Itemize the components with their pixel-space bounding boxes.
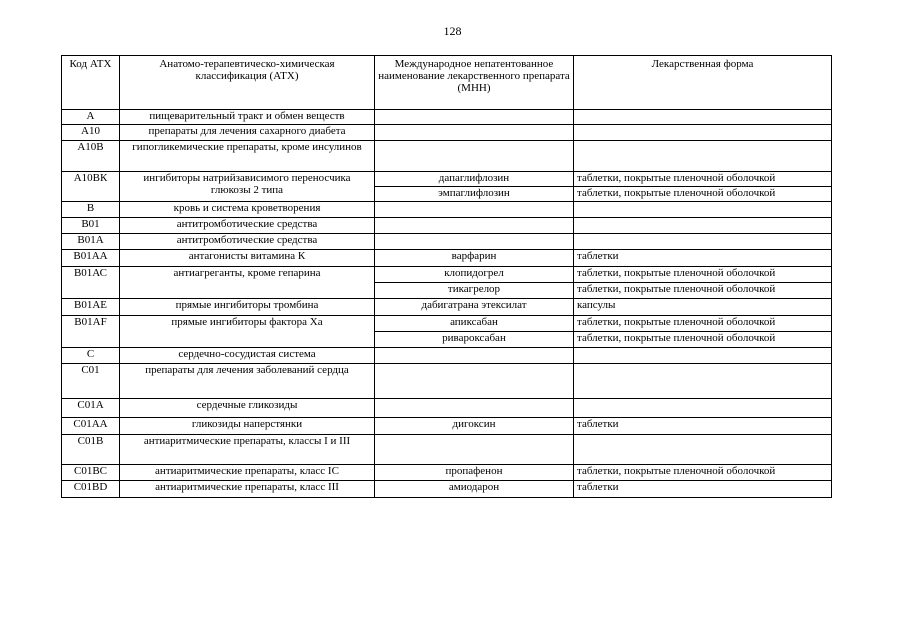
atx-classification-cell: антитромботические средства xyxy=(120,234,375,250)
atx-classification-cell: гипогликемические препараты, кроме инсулинов xyxy=(120,141,375,172)
atx-code-cell: В01 xyxy=(62,218,120,234)
atx-classification-cell: сердечно-сосудистая система xyxy=(120,348,375,364)
inn-cell: ривароксабан xyxy=(375,332,574,348)
inn-cell xyxy=(375,348,574,364)
table-row xyxy=(62,481,832,498)
atx-classification-cell: антитромботические средства xyxy=(120,218,375,234)
atx-classification-cell: гликозиды наперстянки xyxy=(120,418,375,435)
header-inn: Международное непатентованное наименование лекарственного препарата (МНН) xyxy=(375,56,574,110)
table-row xyxy=(62,435,832,465)
inn-cell xyxy=(375,141,574,172)
dosage-form-cell xyxy=(574,435,832,465)
atx-classification-cell: антагонисты витамина К xyxy=(120,250,375,267)
dosage-form-cell xyxy=(574,399,832,418)
inn-cell xyxy=(375,399,574,418)
atx-classification-cell: препараты для лечения сахарного диабета xyxy=(120,125,375,141)
inn-cell: дабигатрана этексилат xyxy=(375,299,574,316)
dosage-form-cell: таблетки, покрытые пленочной оболочкой xyxy=(574,316,832,332)
atx-code-cell: В01АС xyxy=(62,267,120,299)
dosage-form-cell xyxy=(574,364,832,399)
table-row xyxy=(62,250,832,267)
dosage-form-cell xyxy=(574,110,832,125)
inn-cell: эмпаглифлозин xyxy=(375,187,574,202)
dosage-form-cell: таблетки, покрытые пленочной оболочкой xyxy=(574,172,832,187)
table-row xyxy=(62,465,832,481)
atx-code-cell: С01ВС xyxy=(62,465,120,481)
table-row xyxy=(62,399,832,418)
header-atx-classification: Анатомо-терапевтическо-химическая классификация (АТХ) xyxy=(120,56,375,110)
inn-cell: амиодарон xyxy=(375,481,574,498)
atx-classification-cell: кровь и система кроветворения xyxy=(120,202,375,218)
inn-cell: дапаглифлозин xyxy=(375,172,574,187)
table-row xyxy=(62,299,832,316)
inn-cell xyxy=(375,110,574,125)
page-number: 128 xyxy=(443,24,462,38)
dosage-form-cell: таблетки, покрытые пленочной оболочкой xyxy=(574,465,832,481)
atx-code-cell: С01АА xyxy=(62,418,120,435)
atx-code-cell: А10В xyxy=(62,141,120,172)
inn-cell: варфарин xyxy=(375,250,574,267)
atx-classification-cell: антиаритмические препараты, классы I и III xyxy=(120,435,375,465)
inn-cell xyxy=(375,202,574,218)
dosage-form-cell xyxy=(574,218,832,234)
table-row xyxy=(62,267,832,283)
dosage-form-cell: таблетки, покрытые пленочной оболочкой xyxy=(574,283,832,299)
inn-cell xyxy=(375,435,574,465)
inn-cell: клопидогрел xyxy=(375,267,574,283)
atx-code-cell: В01АА xyxy=(62,250,120,267)
dosage-form-cell: таблетки, покрытые пленочной оболочкой xyxy=(574,267,832,283)
dosage-form-cell xyxy=(574,234,832,250)
table-row xyxy=(62,218,832,234)
table-row xyxy=(62,172,832,187)
table-row xyxy=(62,110,832,125)
dosage-form-cell: таблетки xyxy=(574,250,832,267)
atx-code-cell: А xyxy=(62,110,120,125)
header-atx-code: Код АТХ xyxy=(62,56,120,110)
table-row xyxy=(62,234,832,250)
table-row xyxy=(62,316,832,332)
atx-code-cell: С01ВD xyxy=(62,481,120,498)
atx-code-cell: С xyxy=(62,348,120,364)
dosage-form-cell xyxy=(574,202,832,218)
header-dosage-form: Лекарственная форма xyxy=(574,56,832,110)
atx-classification-cell: ингибиторы натрийзависимого переносчика глюкозы 2 типа xyxy=(120,172,375,202)
dosage-form-cell xyxy=(574,348,832,364)
table-row xyxy=(62,364,832,399)
dosage-form-cell: капсулы xyxy=(574,299,832,316)
atx-code-cell: С01В xyxy=(62,435,120,465)
table-row xyxy=(62,141,832,172)
atx-classification-cell: прямые ингибиторы тромбина xyxy=(120,299,375,316)
dosage-form-cell: таблетки, покрытые пленочной оболочкой xyxy=(574,187,832,202)
dosage-form-cell: таблетки xyxy=(574,418,832,435)
atx-classification-cell: прямые ингибиторы фактора Ха xyxy=(120,316,375,348)
inn-cell: апиксабан xyxy=(375,316,574,332)
atx-classification-cell: сердечные гликозиды xyxy=(120,399,375,418)
inn-cell xyxy=(375,125,574,141)
inn-cell xyxy=(375,218,574,234)
atx-code-cell: С01 xyxy=(62,364,120,399)
dosage-form-cell xyxy=(574,141,832,172)
atx-code-cell: А10ВК xyxy=(62,172,120,202)
table-row xyxy=(62,125,832,141)
dosage-form-cell xyxy=(574,125,832,141)
atx-drug-table xyxy=(61,55,832,498)
table-row xyxy=(62,418,832,435)
atx-classification-cell: препараты для лечения заболеваний сердца xyxy=(120,364,375,399)
dosage-form-cell: таблетки xyxy=(574,481,832,498)
atx-classification-cell: антиаритмические препараты, класс III xyxy=(120,481,375,498)
inn-cell xyxy=(375,234,574,250)
atx-code-cell: В01А xyxy=(62,234,120,250)
inn-cell: пропафенон xyxy=(375,465,574,481)
inn-cell: дигоксин xyxy=(375,418,574,435)
atx-code-cell: В xyxy=(62,202,120,218)
inn-cell xyxy=(375,364,574,399)
table-row xyxy=(62,348,832,364)
atx-classification-cell: пищеварительный тракт и обмен веществ xyxy=(120,110,375,125)
dosage-form-cell: таблетки, покрытые пленочной оболочкой xyxy=(574,332,832,348)
atx-code-cell: А10 xyxy=(62,125,120,141)
atx-classification-cell: антиагреганты, кроме гепарина xyxy=(120,267,375,299)
atx-classification-cell: антиаритмические препараты, класс IC xyxy=(120,465,375,481)
table-header-row xyxy=(62,56,832,110)
atx-code-cell: В01АЕ xyxy=(62,299,120,316)
atx-code-cell: С01А xyxy=(62,399,120,418)
atx-code-cell: В01АF xyxy=(62,316,120,348)
inn-cell: тикагрелор xyxy=(375,283,574,299)
table-row xyxy=(62,202,832,218)
